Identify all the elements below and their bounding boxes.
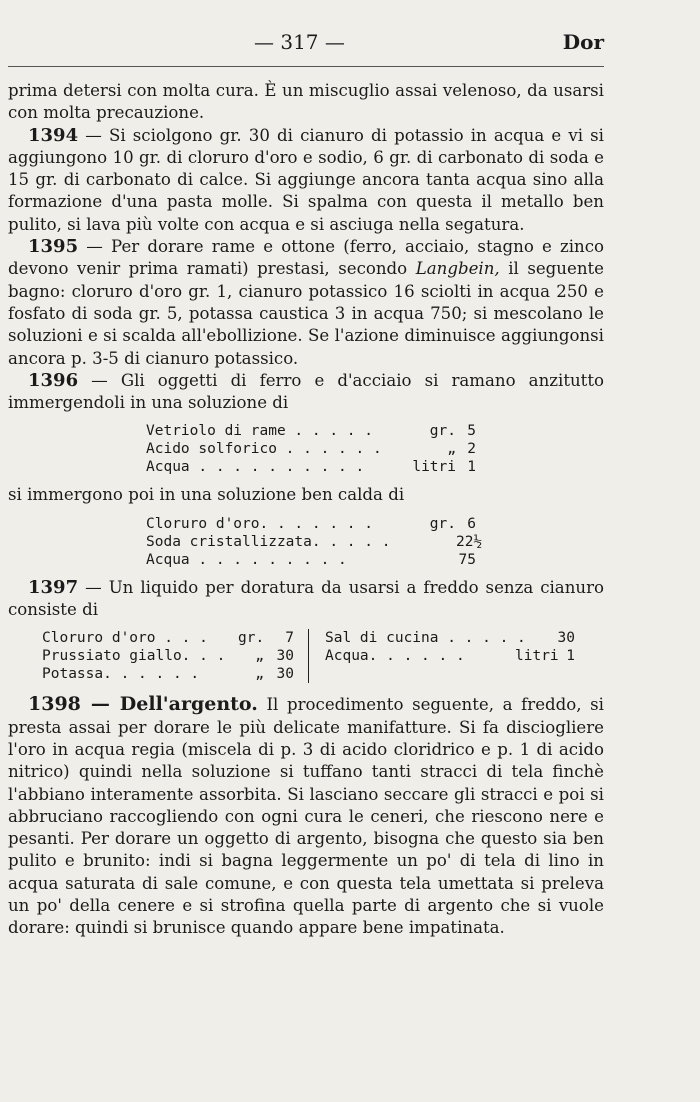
ingredient-unit: gr.	[429, 515, 456, 532]
paragraph-1394	[8, 125, 604, 236]
ingredient-qty: 2	[467, 441, 476, 458]
ingredient-unit	[515, 629, 555, 647]
table-row	[42, 629, 294, 647]
paragraph-text: — Per dorare rame e ottone (ferro, acciaio, stagno e zinco devono venir prima ramati) prestasi, secondo	[8, 237, 604, 279]
running-title: Dor	[562, 30, 604, 54]
ingredient-name: Vetriolo di rame . . . . .	[146, 423, 373, 440]
section-number: 1395	[28, 236, 79, 258]
author-name: Langbein,	[415, 259, 500, 279]
ingredient-qty: 7	[285, 630, 294, 647]
ingredient-qty: 1	[566, 648, 575, 665]
table-row	[42, 665, 294, 683]
recipe-table-1	[146, 422, 604, 476]
intro-paragraph: prima detersi con molta cura. È un miscuglio assai velenoso, da usarsi con molta precauzione.	[8, 81, 604, 123]
section-number: 1396	[28, 369, 79, 391]
paragraph-1395	[8, 236, 604, 370]
ingredient-unit: litri	[412, 459, 456, 476]
paragraph-text: il seguente bagno: cloruro d'oro gr. 1, cianuro potassico 16 sciolti in acqua 250 e fosfato di soda gr. 5, potassa caustica 3 in acqua 750; si mescolano le soluzioni e si scalda all'ebollizione. Se l'azione diminuisce aggiungonsi ancora p. 3-5 di cianuro potassico.	[8, 259, 604, 368]
table-row	[42, 647, 294, 665]
table-row	[325, 647, 575, 665]
ingredient-name: Cloruro d'oro. . . . . . .	[146, 515, 373, 532]
recipe-table-3	[42, 629, 604, 683]
ingredient-unit	[412, 533, 456, 551]
table-row	[146, 515, 604, 533]
ingredient-qty: 75	[458, 551, 476, 568]
header-rule	[8, 66, 604, 67]
ingredient-unit: gr.	[238, 630, 265, 647]
table-row	[146, 533, 604, 551]
ingredient-qty: 5	[467, 423, 476, 440]
table-row	[146, 551, 604, 569]
section-heading: — Dell'argento.	[80, 693, 258, 716]
recipe-table-2	[146, 515, 604, 569]
ingredient-name: Acqua. . . . . .	[325, 648, 465, 665]
page-number: — 317 —	[254, 30, 345, 54]
paragraph-text: Il procedimento seguente, a freddo, si presta assai per dorare le più delicate manifatture. Si fa disciogliere l'oro in acqua regia (miscela di p. 3 di acido cloridrico e p. 1 di acido nitrico) quindi nella soluzione si tuffano tanti stracci di tela finchè l'abbiano interamente assorbita. Si lasciano seccare gli stracci e poi si abbruciano raccogliendo con ogni cura le ceneri, che riescono nere e pesanti. Per dorare un oggetto di argento, bisogna che questo sia ben pulito e brunito: indi si bagna leggermente un po' di tela di lino in acqua saturata di sale comune, e con questa tela umettata si preleva un po' della cenere e si strofina quella parte di argento che si vuole dorare: quindi si brunisce quando appare bene impatinata.	[8, 695, 604, 938]
page-header	[0, 30, 700, 58]
paragraph-text: — Un liquido per doratura da usarsi a freddo senza cianuro consiste di	[8, 577, 604, 620]
ingredient-qty: 30	[276, 648, 294, 665]
ingredient-name: Prussiato giallo. . .	[42, 648, 226, 665]
table-column-left	[42, 629, 294, 683]
ingredient-name: Acido solforico . . . . . .	[146, 441, 382, 458]
section-number: 1394	[28, 124, 79, 146]
table-row	[325, 629, 575, 647]
ingredient-qty: 1	[467, 459, 476, 476]
section-number: 1398	[28, 693, 81, 716]
ingredient-unit	[412, 551, 456, 569]
ingredient-unit: „	[255, 648, 264, 665]
ingredient-unit: gr.	[429, 423, 456, 440]
ingredient-unit: „	[447, 441, 456, 458]
ingredient-name: Acqua . . . . . . . . . .	[146, 459, 365, 476]
ingredient-unit: „	[255, 666, 264, 683]
column-divider	[308, 629, 309, 683]
ingredient-qty: 22½	[456, 533, 483, 550]
paragraph-text: — Si sciolgono gr. 30 di cianuro di potassio in acqua e vi si aggiungono 10 gr. di cloruro d'oro e sodio, 6 gr. di carbonato di soda e 15 gr. di carbonato di calce. Si aggiunge ancora tanta acqua sino alla formazione d'una pasta molle. Si spalma con questa il metallo ben pulito, si lava più volte con acqua e si asciuga nella segatura.	[8, 125, 604, 234]
page-body	[8, 80, 604, 940]
paragraph-text: — Gli oggetti di ferro e d'acciaio si ramano anzitutto immergendoli in una soluzione di	[8, 370, 604, 413]
section-number: 1397	[28, 576, 79, 598]
paragraph-1396	[8, 370, 604, 415]
ingredient-name: Sal di cucina . . . . .	[325, 630, 526, 647]
ingredient-name: Potassa. . . . . .	[42, 666, 200, 683]
ingredient-name: Cloruro d'oro . . .	[42, 630, 208, 647]
ingredient-unit: litri	[515, 648, 559, 665]
ingredient-qty: 30	[276, 666, 294, 683]
ingredient-name: Soda cristallizzata. . . . .	[146, 533, 391, 550]
ingredient-qty: 6	[467, 515, 476, 532]
paragraph-text: si immergono poi in una soluzione ben calda di	[8, 485, 405, 505]
table-row	[146, 440, 604, 458]
ingredient-name: Acqua . . . . . . . . .	[146, 551, 347, 568]
paragraph-1397	[8, 577, 604, 622]
ingredient-qty: 30	[557, 630, 575, 647]
table-column-right	[325, 629, 575, 683]
table-row	[146, 458, 604, 476]
paragraph-1398	[8, 693, 604, 939]
table-row	[146, 422, 604, 440]
